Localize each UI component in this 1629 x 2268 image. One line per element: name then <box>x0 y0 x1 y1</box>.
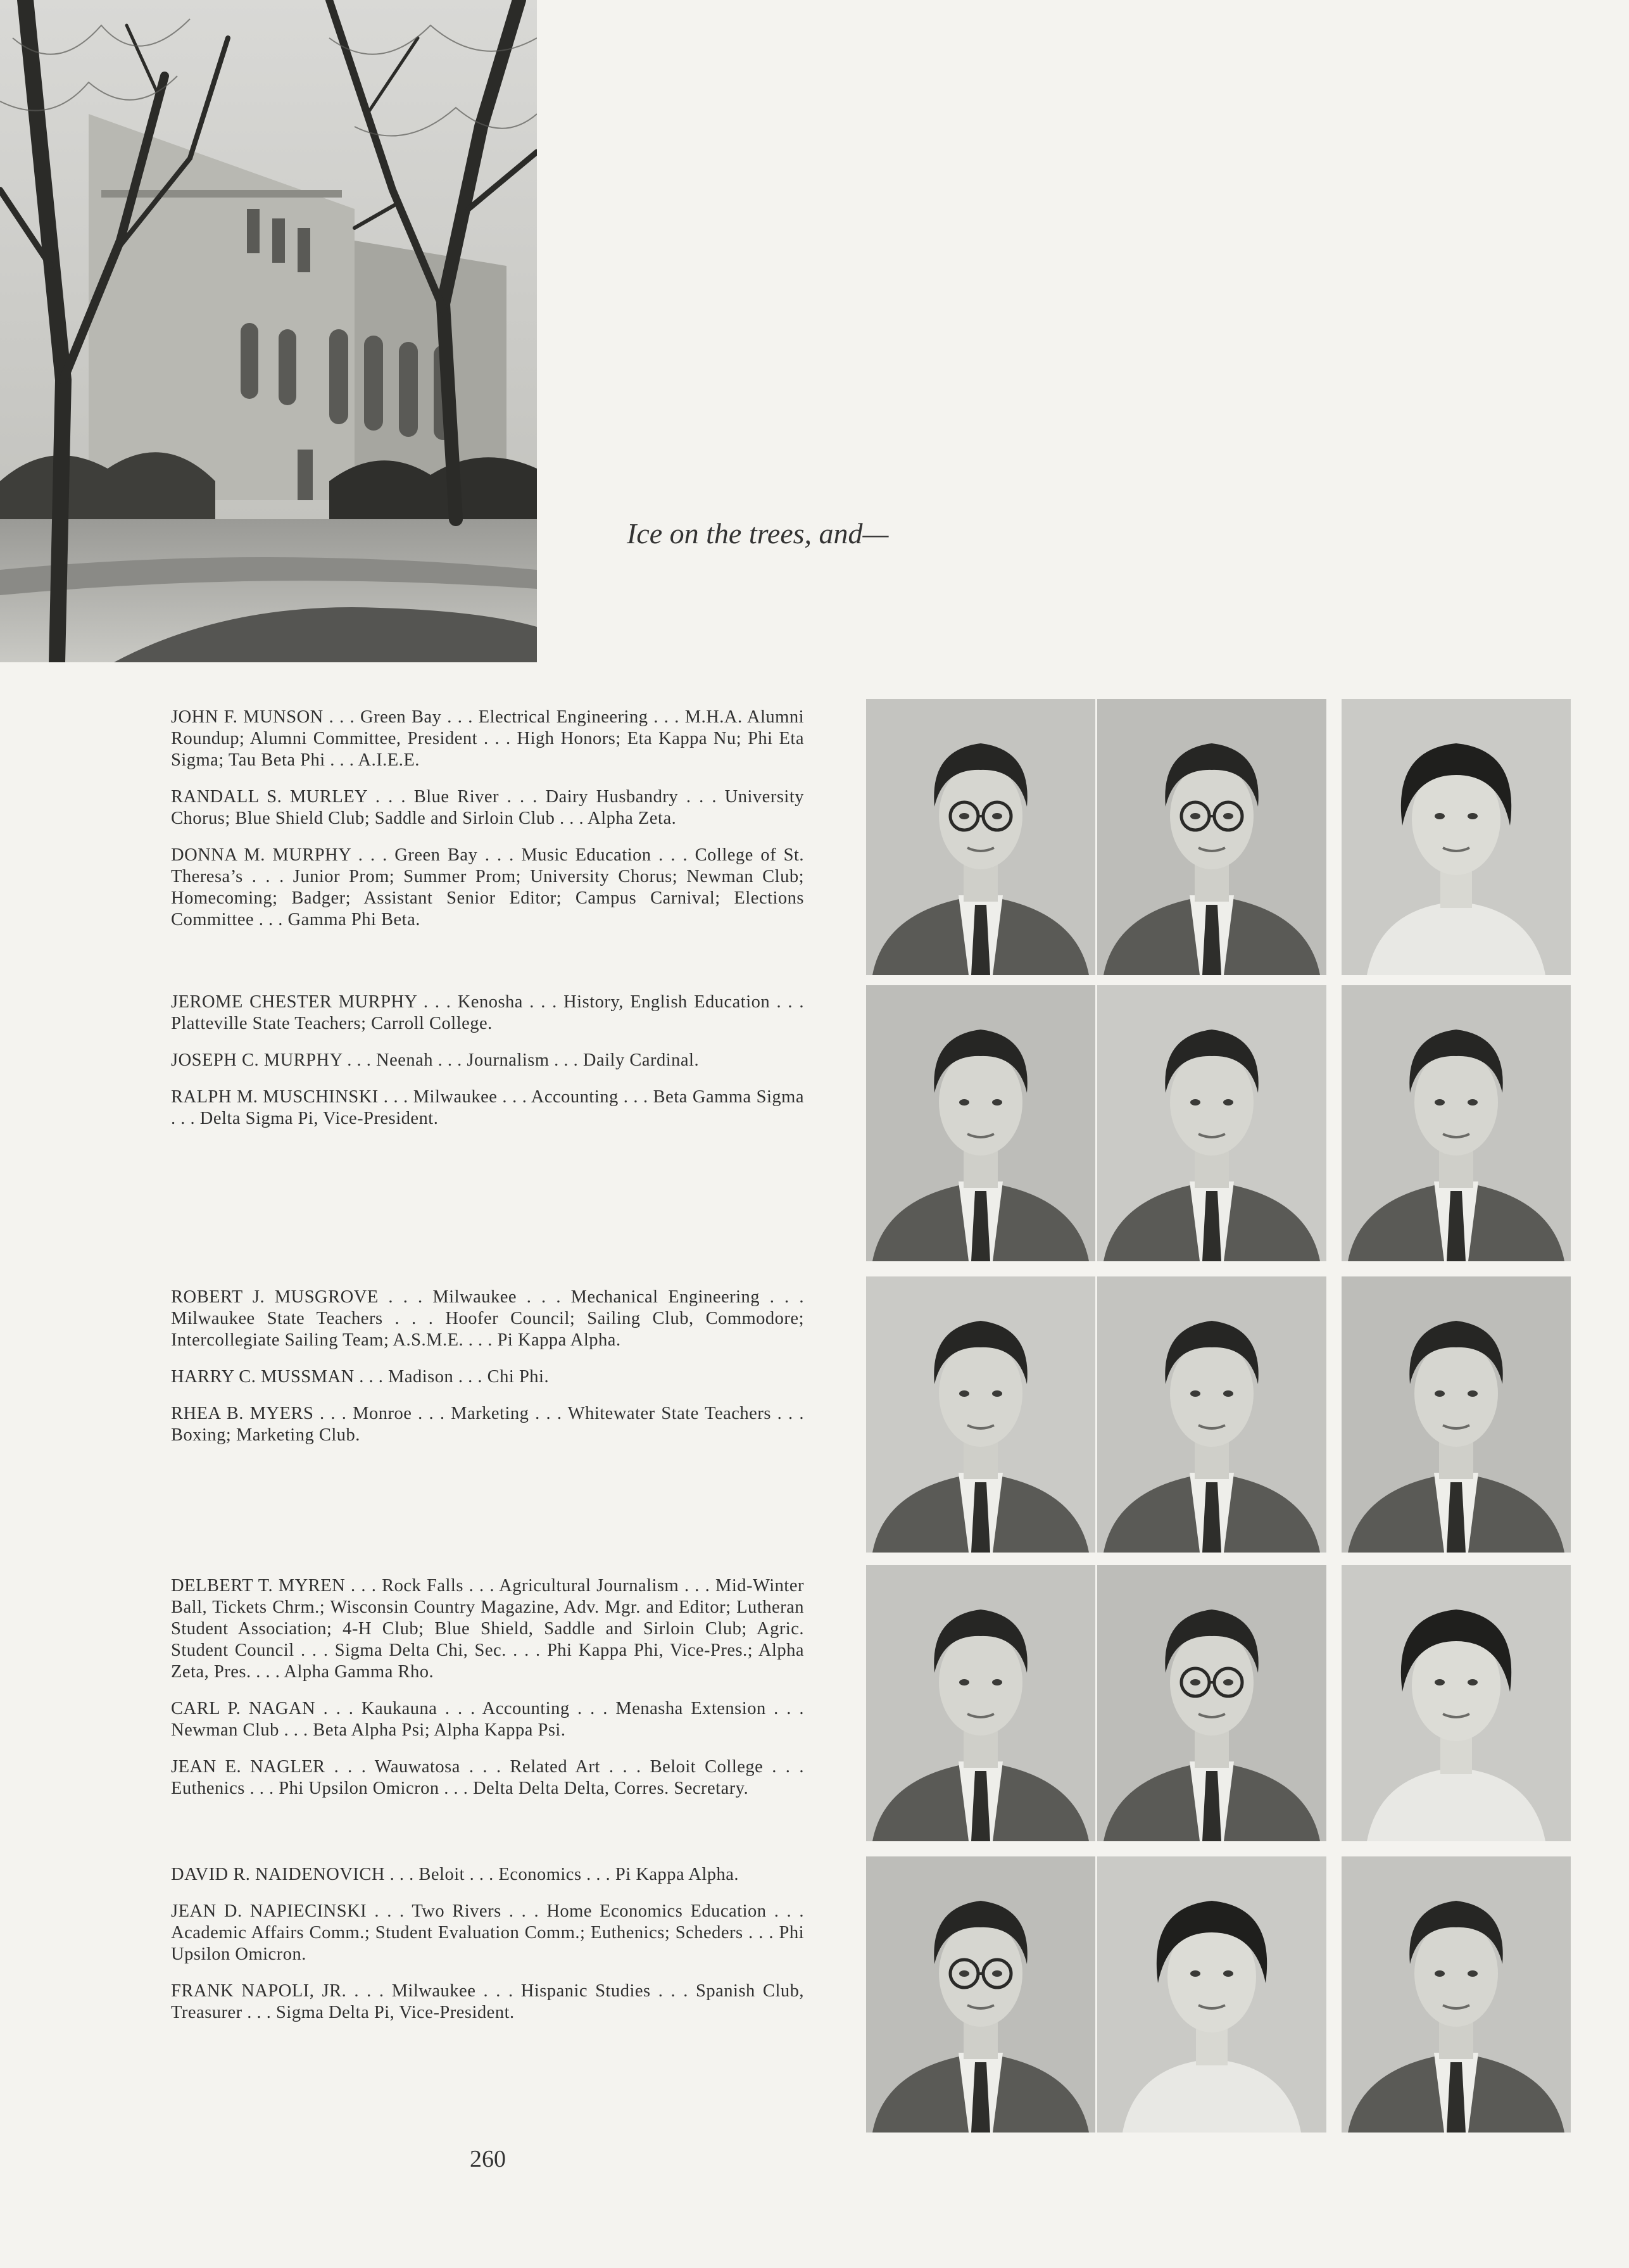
student-portrait <box>866 699 1095 975</box>
bio-group-3 <box>171 1287 804 1446</box>
photo-caption: Ice on the trees, and— <box>627 517 889 550</box>
bio-entry: JEROME CHESTER MURPHY . . . Kenosha . . . History, English Education . . . Platteville State Teachers; Carroll College. <box>171 992 804 1033</box>
bio-entry: DELBERT T. MYREN . . . Rock Falls . . . Agricultural Journalism . . . Mid-Winter Ball, Tickets Chrm.; Wisconsin Country Magazine, Adv. Mgr. and Editor; Lutheran Student Association; 4-H Club; Blue Shield, Saddle and Sirloin Club; Agric. Student Council . . . Sigma Delta Chi, Sec. . . . Phi Kappa Phi, Vice-Pres.; Alpha Zeta, Pres. . . . Alpha Gamma Rho. <box>171 1576 804 1682</box>
bio-group-2 <box>171 992 804 1130</box>
bio-group-5 <box>171 1864 804 2024</box>
student-portrait <box>1342 985 1571 1261</box>
bio-group-4 <box>171 1575 804 1799</box>
bio-entry: RHEA B. MYERS . . . Monroe . . . Marketing . . . Whitewater State Teachers . . . Boxing; Marketing Club. <box>171 1404 804 1445</box>
student-portrait <box>1342 1856 1571 2133</box>
bio-entry: JOSEPH C. MURPHY . . . Neenah . . . Journalism . . . Daily Cardinal. <box>171 1050 700 1070</box>
student-portrait <box>866 1856 1095 2133</box>
student-portrait <box>866 985 1095 1261</box>
bio-entry: FRANK NAPOLI, JR. . . . Milwaukee . . . Hispanic Studies . . . Spanish Club, Treasurer . . . Sigma Delta Pi, Vice-President. <box>171 1981 804 2022</box>
student-portrait <box>1342 699 1571 975</box>
bio-group-1 <box>171 707 804 931</box>
bio-entry: HARRY C. MUSSMAN . . . Madison . . . Chi Phi. <box>171 1367 550 1387</box>
bio-entry: DONNA M. MURPHY . . . Green Bay . . . Music Education . . . College of St. Theresa’s . . . Junior Prom; Summer Prom; University Chorus; Newman Club; Homecoming; Badger; Assistant Senior Editor; Campus Carnival; Elections Committee . . . Gamma Phi Beta. <box>171 845 804 929</box>
bio-entry: JOHN F. MUNSON . . . Green Bay . . . Electrical Engineering . . . M.H.A. Alumni Roundup; Alumni Committee, President . . . High Honors; Eta Kappa Nu; Phi Eta Sigma; Tau Beta Phi . . . A.I.E.E. <box>171 707 804 770</box>
student-portrait <box>1342 1565 1571 1841</box>
bio-entry: DAVID R. NAIDENOVICH . . . Beloit . . . Economics . . . Pi Kappa Alpha. <box>171 1865 739 1884</box>
student-portrait <box>1097 1276 1326 1553</box>
student-portrait <box>1097 699 1326 975</box>
student-portrait <box>1342 1276 1571 1553</box>
bio-entry: RALPH M. MUSCHINSKI . . . Milwaukee . . . Accounting . . . Beta Gamma Sigma . . . Delta Sigma Pi, Vice-President. <box>171 1087 804 1128</box>
student-portrait <box>866 1276 1095 1553</box>
bio-entry: JEAN D. NAPIECINSKI . . . Two Rivers . . . Home Economics Education . . . Academic Affairs Comm.; Student Evaluation Comm.; Euthenics; Scheders . . . Phi Upsilon Omicron. <box>171 1901 804 1964</box>
bio-entry: RANDALL S. MURLEY . . . Blue River . . . Dairy Husbandry . . . University Chorus; Blue Shield Club; Saddle and Sirloin Club . . . Alpha Zeta. <box>171 787 804 828</box>
student-portrait <box>1097 1856 1326 2133</box>
page-number: 260 <box>470 2146 506 2172</box>
bio-entry: ROBERT J. MUSGROVE . . . Milwaukee . . . Mechanical Engineering . . . Milwaukee State Teachers . . . Hoofer Council; Sailing Club, Commodore; Intercollegiate Sailing Team; A.S.M.E. . . . Pi Kappa Alpha. <box>171 1287 804 1350</box>
building-photo <box>0 0 537 662</box>
bio-entry: CARL P. NAGAN . . . Kaukauna . . . Accounting . . . Menasha Extension . . . Newman Club . . . Beta Alpha Psi; Alpha Kappa Psi. <box>171 1699 804 1740</box>
bio-entry: JEAN E. NAGLER . . . Wauwatosa . . . Related Art . . . Beloit College . . . Euthenics . . . Phi Upsilon Omicron . . . Delta Delta Delta, Corres. Secretary. <box>171 1757 804 1798</box>
student-portrait <box>866 1565 1095 1841</box>
student-portrait <box>1097 1565 1326 1841</box>
student-portrait <box>1097 985 1326 1261</box>
